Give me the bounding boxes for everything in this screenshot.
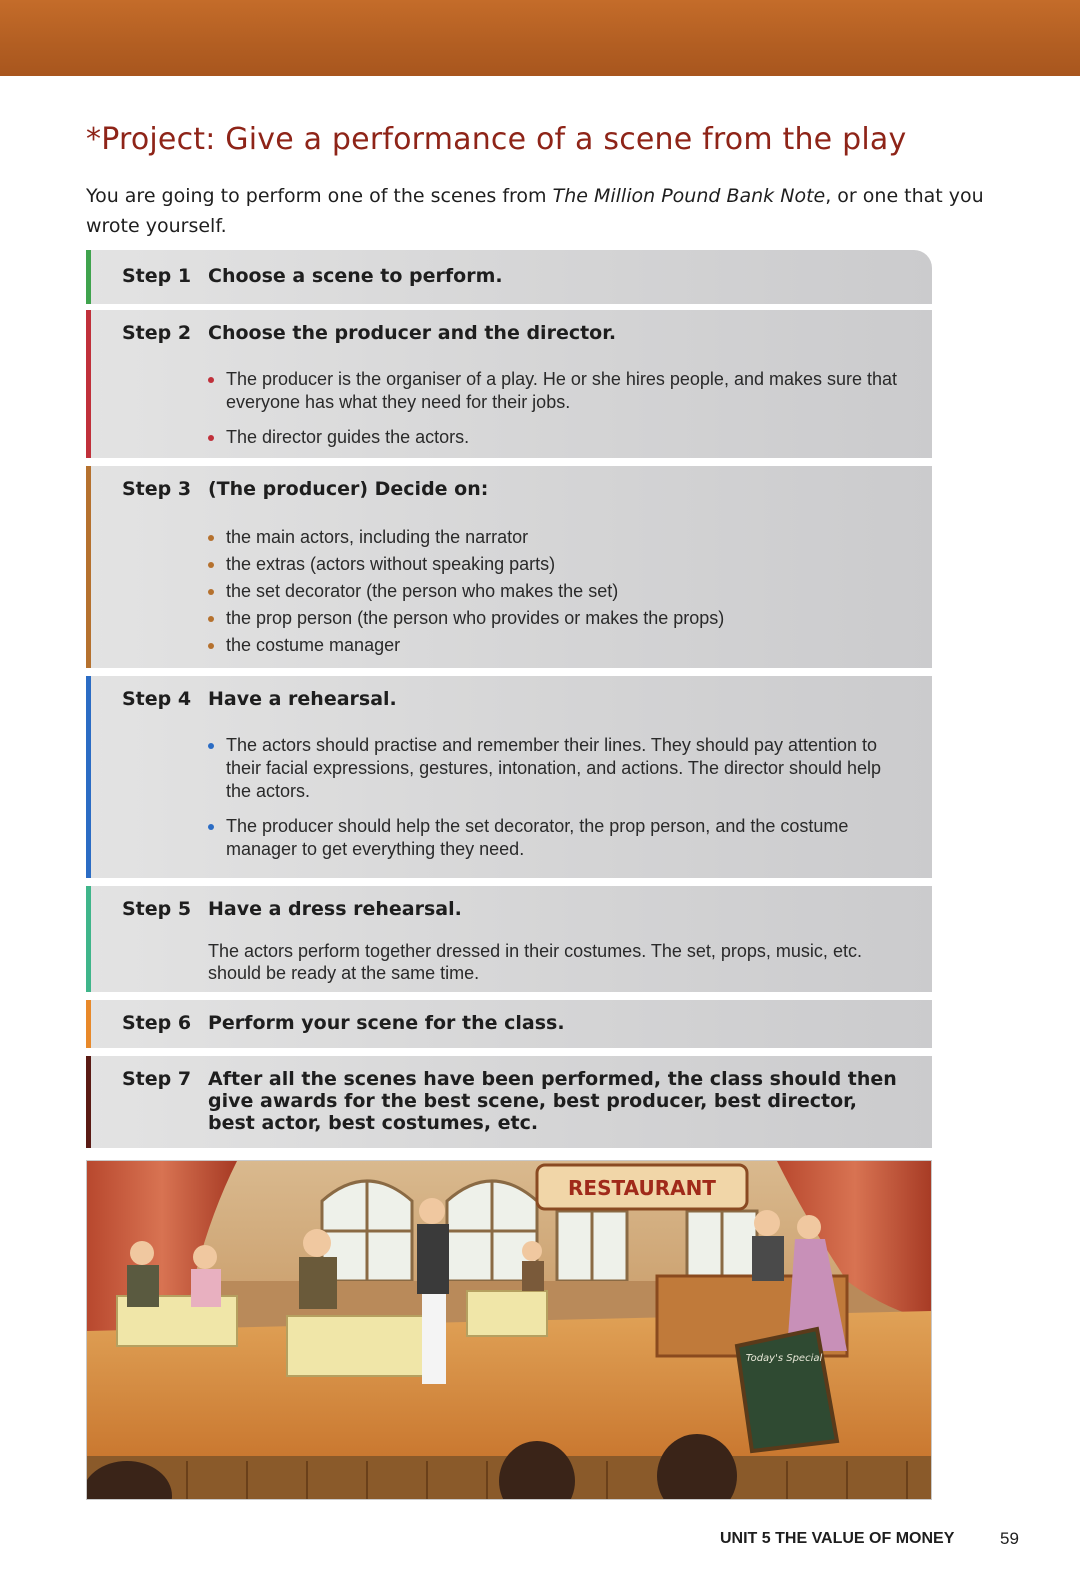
restaurant-stage-illustration [86,1160,932,1500]
step-6-color-bar [86,1000,91,1048]
step-3-number: Step 3 [122,478,192,500]
list-item: the set decorator (the person who makes the set) [206,578,906,605]
bullet-dot-icon [208,643,214,649]
step-4 [86,676,932,878]
list-item: The actors should practise and remember their lines. They should pay attention to their facial expressions, gestures, intonation, and actions. The director should help the actors. [206,734,906,803]
list-item: the prop person (the person who provides or makes the props) [206,605,906,632]
step-5-number: Step 5 [122,898,192,920]
step-2-color-bar [86,310,91,458]
list-item: the extras (actors without speaking parts) [206,551,906,578]
step-5-title: Have a dress rehearsal. [208,898,462,920]
step-4-color-bar [86,676,91,878]
list-item: the costume manager [206,632,906,659]
step-7-number: Step 7 [122,1068,192,1090]
restaurant-sign [537,1165,747,1209]
bullet-dot-icon [208,616,214,622]
step-5-color-bar [86,886,91,992]
step-6-title: Perform your scene for the class. [208,1012,565,1034]
board-label: Today's Special [745,1353,823,1364]
step-4-number: Step 4 [122,688,192,710]
play-title: The Million Pound Bank Note [552,185,826,207]
step-7-color-bar [86,1056,91,1148]
bullet-dot-icon [208,435,214,441]
step-7 [86,1056,932,1148]
bullet-dot-icon [208,377,214,383]
page-title: *Project: Give a performance of a scene from the play [86,122,907,157]
step-2 [86,310,932,458]
bullet-dot-icon [208,535,214,541]
step-1 [86,250,932,304]
step-1-number: Step 1 [122,265,192,287]
bullet-dot-icon [208,589,214,595]
list-item: The director guides the actors. [206,426,906,449]
step-6 [86,1000,932,1048]
footer-unit-title: UNIT 5 THE VALUE OF MONEY [720,1530,955,1547]
list-item: the main actors, including the narrator [206,524,906,551]
todays-special-board [737,1329,837,1451]
bullet-dot-icon [208,743,214,749]
step-7-title: After all the scenes have been performed, the class should then give awards for the best scene, best producer, best director, best actor, best costumes, etc. [208,1068,897,1134]
top-color-band [0,0,1080,76]
step-1-title: Choose a scene to perform. [208,265,503,287]
step-2-number: Step 2 [122,322,192,344]
bullet-dot-icon [208,824,214,830]
page-number: 59 [1000,1529,1019,1548]
step-3-bullets [206,524,906,659]
step-5 [86,886,932,992]
restaurant-scene-drawing [87,1161,932,1500]
list-item: The producer is the organiser of a play. He or she hires people, and makes sure that everyone has what they need for their jobs. [206,368,906,414]
intro-text [86,181,986,241]
step-3-color-bar [86,466,91,668]
step-3 [86,466,932,668]
step-2-title: Choose the producer and the director. [208,322,617,344]
step-5-description: The actors perform together dressed in their costumes. The set, props, music, etc. should be ready at the same time. [208,941,862,983]
step-4-bullets [206,734,906,861]
step-1-color-bar [86,250,91,304]
step-4-title: Have a rehearsal. [208,688,397,710]
list-item: The producer should help the set decorator, the prop person, and the costume manager to get everything they need. [206,815,906,861]
restaurant-sign-label: RESTAURANT [568,1176,716,1200]
intro-before: You are going to perform one of the scenes from [86,185,553,207]
step-2-bullets [206,368,906,449]
step-3-title: (The producer) Decide on: [208,478,489,500]
step-6-number: Step 6 [122,1012,192,1034]
intro-after: , or one that you wrote yourself. [86,185,984,237]
bullet-dot-icon [208,562,214,568]
